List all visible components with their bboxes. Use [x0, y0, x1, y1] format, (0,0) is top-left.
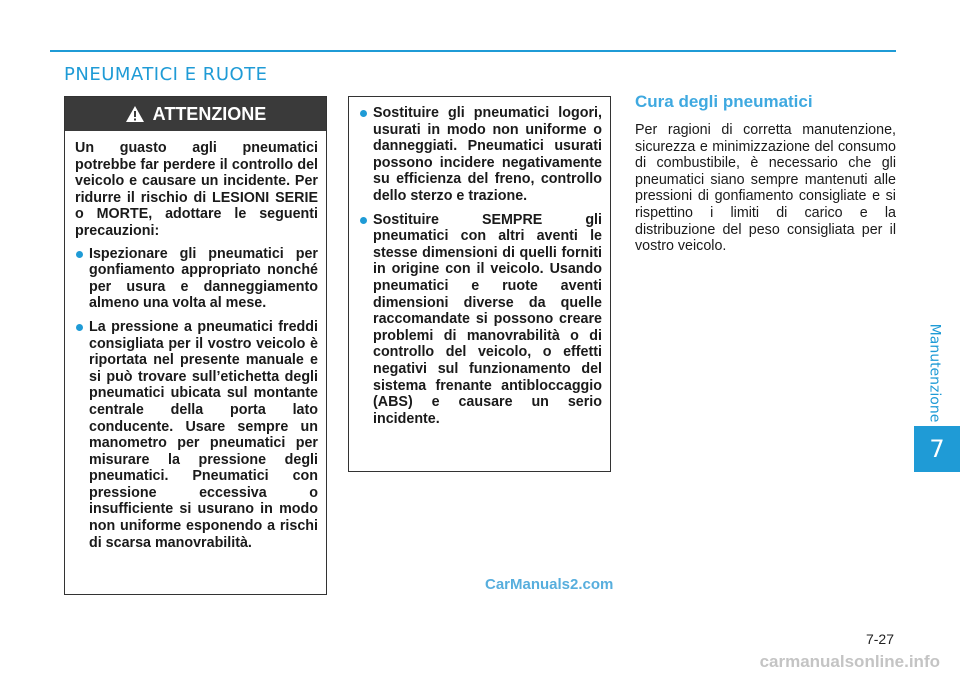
warning-bullet-item: La pressione a pneumatici freddi consigliata per il vostro veicolo è riportata nel presente manuale e si può trovare sull’etichetta degli pneumatici ubicata sul montante centrale della porta lato conducente. Usare sempre un manometro per pneumatici per misurare la pressione degli pneumatici. Pneumatici con pressione eccessiva o insufficiente si usurano in modo non uniforme esponendo a rischi di scarsa manovrabilità. [75, 319, 318, 551]
tire-care-body: Per ragioni di corretta manutenzione, sicurezza e minimizzazione del consumo di combustibile, è necessario che gli pneumatici siano sempre mantenuti alle pressioni di gonfiamento consigliate e si rispettino i limiti di carico e la distribuzione del peso consigliata per il vostro veicolo. [635, 122, 896, 255]
chapter-side-label [919, 318, 949, 428]
watermark-carmanuals: CarManuals2.com [485, 576, 614, 593]
chapter-label: Manutenzione [926, 323, 943, 423]
chapter-number: 7 [929, 435, 945, 463]
tire-care-section [635, 92, 896, 255]
watermark-online: carmanualsonline.info [759, 652, 940, 671]
warning-continued-box [348, 96, 611, 472]
continued-bullet-list [359, 105, 602, 427]
warning-header [65, 97, 326, 131]
top-rule [50, 50, 896, 52]
warning-intro: Un guasto agli pneumatici potrebbe far perdere il controllo del veicolo e causare un incidente. Per ridurre il rischio di LESIONI SERIE o MORTE, adottare le seguenti precauzioni: [75, 140, 318, 239]
warning-bullet-item: Ispezionare gli pneumatici per gonfiamento appropriato nonché per usura e danneggiamento almeno una volta al mese. [75, 246, 318, 312]
page-number: 7-27 [865, 631, 894, 647]
chapter-tab [914, 426, 960, 472]
warning-bullet-list [75, 246, 318, 552]
warning-triangle-icon [125, 104, 145, 124]
continued-bullet-item: Sostituire SEMPRE gli pneumatici con altri aventi le stesse dimensioni di quelli forniti in origine con il veicolo. Usando pneumatici e ruote aventi dimensioni diverse da quelle raccomandate si possono creare problemi di manovrabilità o di controllo del veicolo, o effetti negativi sul funzionamento del sistema frenante antibloccaggio (ABS) e causare un serio incidente. [359, 212, 602, 428]
warning-title: ATTENZIONE [152, 103, 267, 124]
warning-box [64, 96, 327, 595]
tire-care-title: Cura degli pneumatici [635, 92, 813, 111]
section-title: PNEUMATICI E RUOTE [64, 64, 268, 85]
continued-bullet-item: Sostituire gli pneumatici logori, usurati in modo non uniforme o danneggiati. Pneumatici usurati possono incidere negativamente su efficienza del freno, controllo dello sterzo e trazione. [359, 105, 602, 205]
